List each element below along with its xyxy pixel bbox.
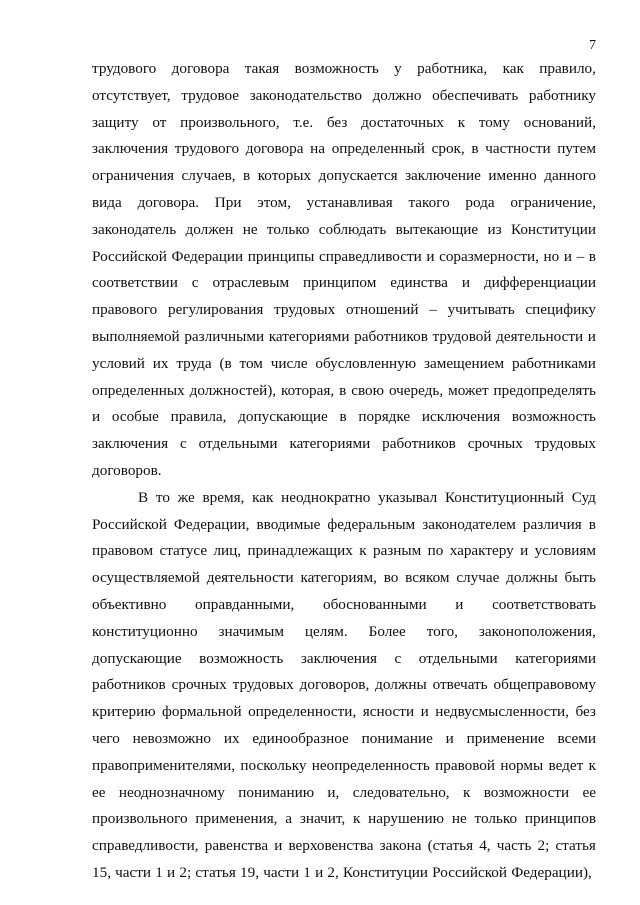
text-line: законодатель должен не только соблюдать вытекающие из Конституции xyxy=(92,220,596,238)
text-line: В то же время, как неоднократно указывал Конституционный Суд xyxy=(138,488,596,506)
text-line: заключения с отдельными категориями работников срочных трудовых xyxy=(92,435,596,453)
text-line: объективно оправданными, обоснованными и соответствовать xyxy=(92,595,596,613)
text-line: допускающие возможность заключения с отдельными категориями xyxy=(92,649,596,667)
text-line: Российской Федерации принципы справедливости и соразмерности, но и – в xyxy=(92,247,596,265)
text-line: ее неоднозначному пониманию и, следовательно, к возможности ее xyxy=(92,783,596,801)
paragraph xyxy=(92,56,596,485)
text-line: трудового договора такая возможность у работника, как правило, xyxy=(92,60,596,77)
text-line: ограничения случаев, в которых допускается заключение именно данного xyxy=(92,167,596,185)
text-line: осуществляемой деятельности категориям, во всяком случае должны быть xyxy=(92,569,596,587)
text-line: определенных должностей), которая, в свою очередь, может предопределять xyxy=(92,381,596,399)
text-line: работников срочных трудовых договоров, должны отвечать общеправовому xyxy=(92,676,596,694)
text-line: условий их труда (в том числе обусловленную замещением работниками xyxy=(92,354,596,372)
text-line: защиту от произвольного, т.е. без достаточных к тому оснований, xyxy=(92,113,596,131)
text-line: вида договора. При этом, устанавливая такого рода ограничение, xyxy=(92,193,596,211)
text-line: отсутствует, трудовое законодательство должно обеспечивать работнику xyxy=(92,86,596,104)
text-line: 15, части 1 и 2; статья 19, части 1 и 2, Конституции Российской Федерации), xyxy=(92,863,592,881)
text-line: соответствии с отраслевым принципом единства и дифференциации xyxy=(92,274,596,292)
text-line: правовом статусе лиц, принадлежащих к разным по характеру и условиям xyxy=(92,542,596,560)
text-line: произвольного применения, а значит, к нарушению не только принципов xyxy=(92,810,596,828)
text-line: Российской Федерации, вводимые федеральным законодателем различия в xyxy=(92,515,596,533)
text-line: и особые правила, допускающие в порядке исключения возможность xyxy=(92,408,596,426)
page-number: 7 xyxy=(589,38,596,53)
text-line: выполняемой различными категориями работников трудовой деятельности и xyxy=(92,327,596,345)
text-line: договоров. xyxy=(92,461,162,479)
text-line: конституционно значимым целям. Более того, законоположения, xyxy=(92,622,596,640)
text-line: справедливости, равенства и верховенства закона (статья 4, часть 2; статья xyxy=(92,837,596,855)
document-body xyxy=(92,56,596,887)
text-line: критерию формальной определенности, ясности и недвусмысленности, без xyxy=(92,703,596,721)
text-line: заключения трудового договора на определенный срок, в частности путем xyxy=(92,140,596,158)
text-line: правового регулирования трудовых отношений – учитывать специфику xyxy=(92,301,596,319)
text-line: правоприменителями, поскольку неопределенность правовой нормы ведет к xyxy=(92,756,596,774)
text-line: чего невозможно их единообразное понимание и применение всеми xyxy=(92,729,596,747)
paragraph xyxy=(92,485,596,887)
